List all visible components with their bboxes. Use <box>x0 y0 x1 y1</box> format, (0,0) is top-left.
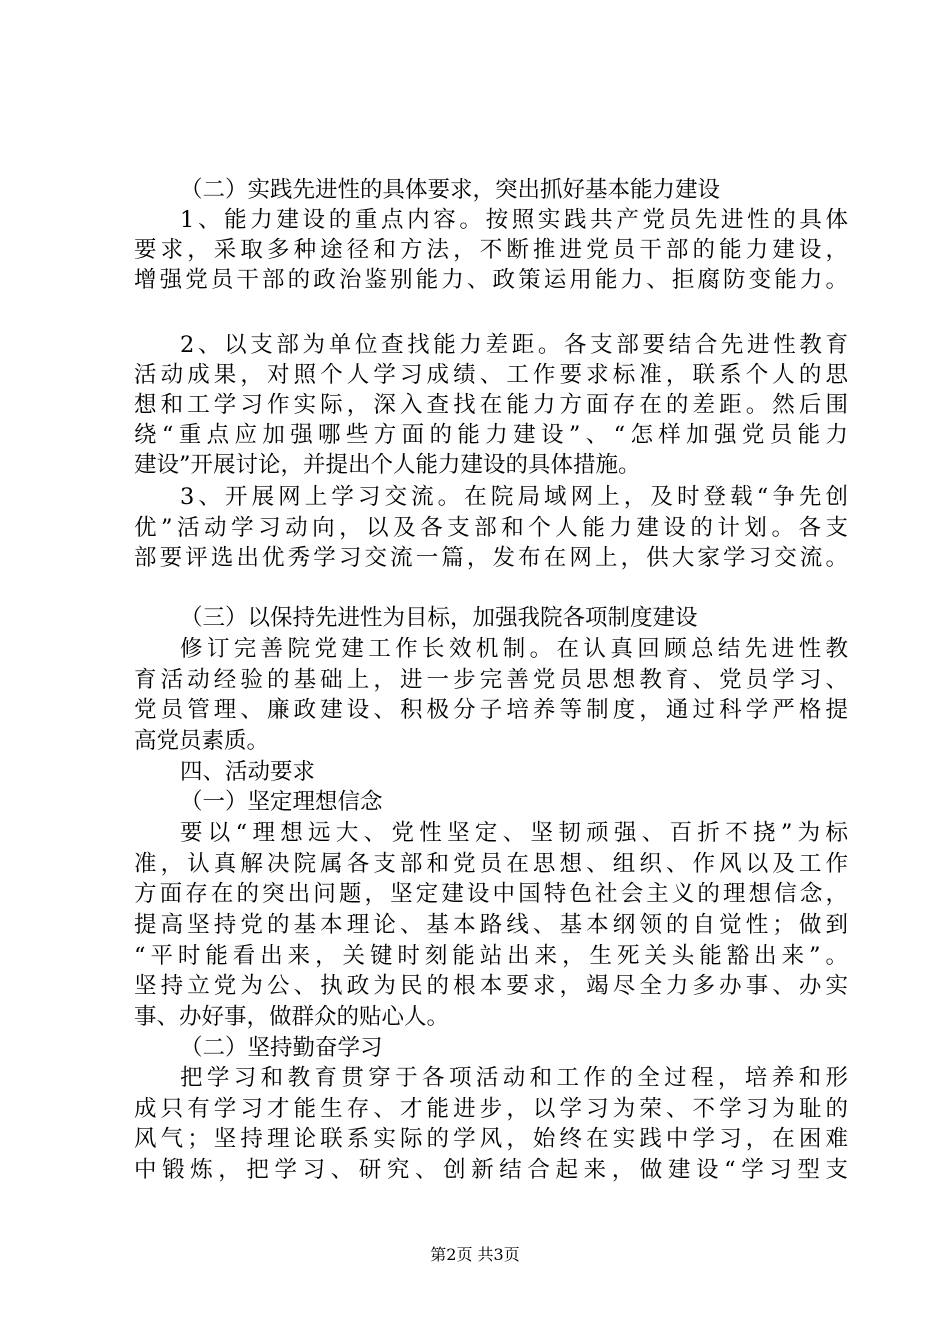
paragraph-line: 风气；坚持理论联系实际的学风，始终在实践中学习，在困难 <box>134 1126 848 1152</box>
paragraph-line: 活动成果，对照个人学习成绩、工作要求标准，联系个人的思 <box>134 362 848 388</box>
paragraph-line: 高党员素质。 <box>134 728 270 754</box>
paragraph-line: 提高坚持党的基本理论、基本路线、基本纲领的自觉性；做到 <box>134 912 848 938</box>
subsection-heading-1: （一）坚定理想信念 <box>180 789 383 815</box>
paragraph-line: 优”活动学习动向，以及各支部和个人能力建设的计划。各支 <box>134 515 848 541</box>
paragraph-line: 想和工学习作实际，深入查找在能力方面存在的差距。然后围 <box>134 392 848 418</box>
paragraph-line: 准，认真解决院属各支部和党员在思想、组织、作风以及工作 <box>134 851 848 877</box>
section-heading-3: （三）以保持先进性为目标，加强我院各项制度建设 <box>180 605 698 631</box>
subsection-heading-2: （二）坚持勤奋学习 <box>180 1035 383 1061</box>
section-heading-2: （二）实践先进性的具体要求，突出抓好基本能力建设 <box>180 177 721 203</box>
paragraph-line: 坚持立党为公、执政为民的根本要求，竭尽全力多办事、办实 <box>134 973 848 999</box>
paragraph-line: “平时能看出来，关键时刻能站出来，生死关头能豁出来”。 <box>134 943 848 969</box>
section-heading-4: 四、活动要求 <box>180 759 316 785</box>
paragraph-line: 要以“理想远大、党性坚定、坚韧顽强、百折不挠”为标 <box>180 820 848 846</box>
paragraph-line: 部要评选出优秀学习交流一篇，发布在网上，供大家学习交流。 <box>134 545 848 571</box>
paragraph-line: 成只有学习才能生存、才能进步，以学习为荣、不学习为耻的 <box>134 1096 848 1122</box>
paragraph-line: 1、能力建设的重点内容。按照实践共产党员先进性的具体 <box>180 207 848 233</box>
paragraph-line: 3、开展网上学习交流。在院局域网上，及时登载“争先创 <box>180 484 848 510</box>
paragraph-line: 育活动经验的基础上，进一步完善党员思想教育、党员学习、 <box>134 667 848 693</box>
paragraph-line: 2、以支部为单位查找能力差距。各支部要结合先进性教育 <box>180 332 848 358</box>
paragraph-line: 要求，采取多种途径和方法，不断推进党员干部的能力建设， <box>134 237 848 263</box>
paragraph-line: 事、办好事，做群众的贴心人。 <box>134 1004 450 1030</box>
paragraph-line: 修订完善院党建工作长效机制。在认真回顾总结先进性教 <box>180 636 848 662</box>
paragraph-line: 建设”开展讨论，并提出个人能力建设的具体措施。 <box>134 452 641 478</box>
paragraph-line: 方面存在的突出问题，坚定建设中国特色社会主义的理想信念， <box>134 881 848 907</box>
paragraph-line: 把学习和教育贯穿于各项活动和工作的全过程，培养和形 <box>180 1065 848 1091</box>
paragraph-line: 绕“重点应加强哪些方面的能力建设”、“怎样加强党员能力 <box>134 422 848 448</box>
paragraph-line: 党员管理、廉政建设、积极分子培养等制度，通过科学严格提 <box>134 697 848 723</box>
paragraph-line: 增强党员干部的政治鉴别能力、政策运用能力、拒腐防变能力。 <box>134 267 848 293</box>
paragraph-line: 中锻炼，把学习、研究、创新结合起来，做建设“学习型支 <box>134 1157 848 1183</box>
page-number: 第2页 共3页 <box>430 1245 520 1264</box>
